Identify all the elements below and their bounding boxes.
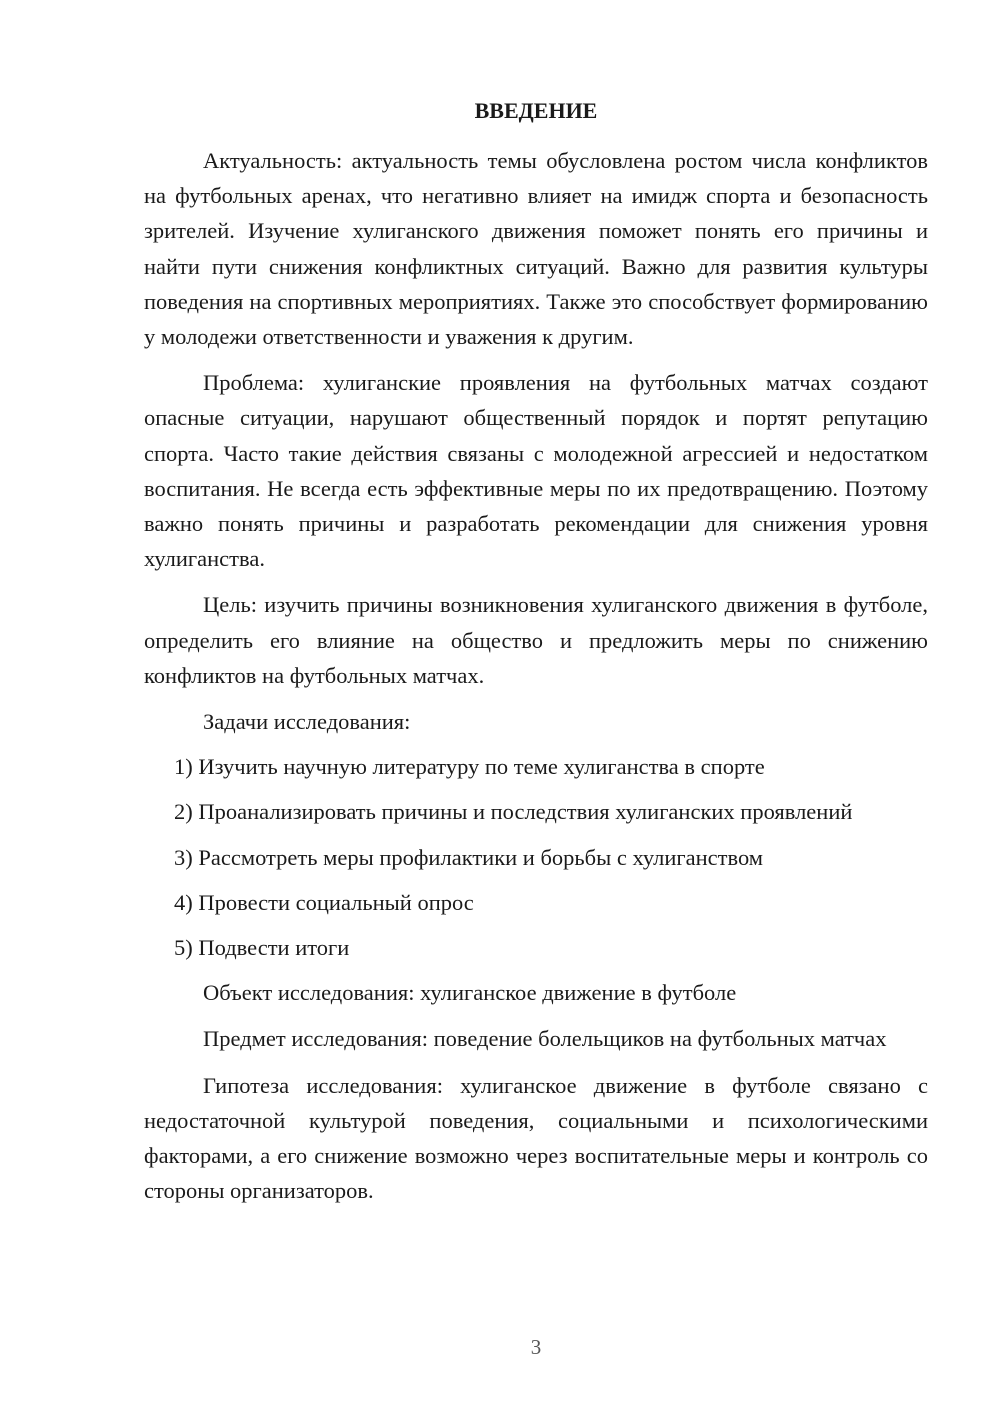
tasks-heading: Задачи исследования: bbox=[203, 709, 411, 735]
paragraph-goal: Цель: изучить причины возникновения хулиганского движения в футболе, определить его влияние на общество и предложить меры по снижению конфликтов на футбольных матчах. bbox=[144, 592, 928, 688]
paragraph-hypothesis: Гипотеза исследования: хулиганское движение в футболе связано с недостаточной культурой поведения, социальными и психологическими факторами, а его снижение возможно через воспитательные меры и контроль со стороны организаторов. bbox=[144, 1072, 928, 1204]
task-item-1: 1) Изучить научную литературу по теме хулиганства в спорте bbox=[174, 754, 765, 780]
task-item-2: 2) Проанализировать причины и последствия хулиганских проявлений bbox=[174, 799, 853, 825]
task-item-4: 4) Провести социальный опрос bbox=[174, 889, 474, 915]
paragraph-object: Объект исследования: хулиганское движение в футболе bbox=[203, 980, 737, 1006]
task-item-3: 3) Рассмотреть меры профилактики и борьбы с хулиганством bbox=[174, 844, 763, 870]
paragraph-subject: Предмет исследования: поведение болельщиков на футбольных матчах bbox=[203, 1026, 887, 1052]
page-number: 3 bbox=[530, 1335, 542, 1359]
paragraph-relevance: Актуальность: актуальность темы обусловлена ростом числа конфликтов на футбольных аренах, что негативно влияет на имидж спорта и безопасность зрителей. Изучение хулиганского движения поможет понять его причины и найти пути снижения конфликтных ситуаций. Важно для развития культуры поведения на спортивных мероприятиях. Также это способствует формированию у молодежи ответственности и уважения к другим. bbox=[144, 148, 928, 350]
document-body bbox=[144, 143, 928, 1219]
page-title: ВВЕДЕНИЕ bbox=[474, 98, 598, 123]
task-item-5: 5) Подвести итоги bbox=[174, 935, 350, 961]
task-list bbox=[144, 749, 928, 965]
paragraph-problem: Проблема: хулиганские проявления на футбольных матчах создают опасные ситуации, нарушают общественный порядок и портят репутацию спорта. Часто такие действия связаны с молодежной агрессией и недостатком воспитания. Не всегда есть эффективные меры по их предотвращению. Поэтому важно понять причины и разработать рекомендации для снижения уровня хулиганства. bbox=[144, 370, 928, 572]
